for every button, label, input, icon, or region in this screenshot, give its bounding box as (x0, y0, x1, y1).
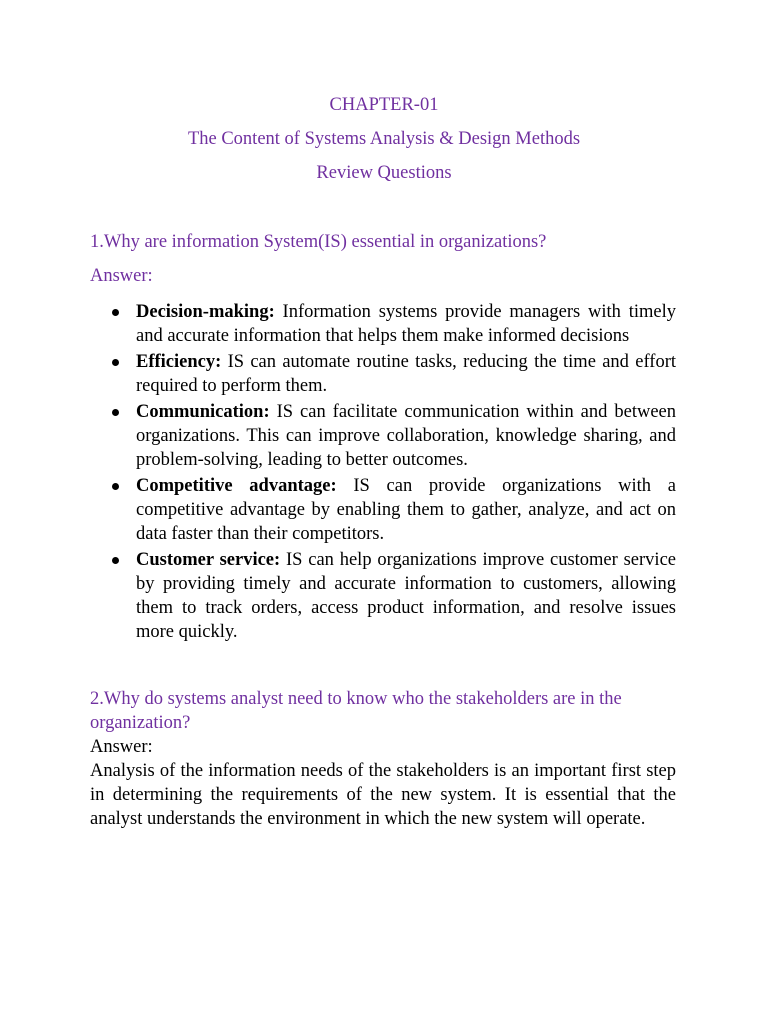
bullet-text: IS can facilitate communication within and between organizations. This can improve collaboration, knowledge sharing, and problem-solving, leading to better outcomes. (136, 402, 676, 470)
bullet-text: IS can provide organizations with a competitive advantage by enabling them to gather, analyze, and act on data faster than their competitors. (136, 476, 676, 544)
section-title: Review Questions (316, 163, 452, 183)
bullet-term: Communication: (136, 402, 270, 422)
document-subtitle: The Content of Systems Analysis & Design Methods (187, 129, 581, 149)
list-item (90, 548, 676, 644)
bullet-icon (112, 309, 119, 316)
chapter-title: CHAPTER-01 (329, 95, 439, 115)
bullet-icon (112, 409, 119, 416)
answer-2-text: Analysis of the information needs of the stakeholders is an important first step in determining the requirements of the new system. It is essential that the analyst understands the environment in which the new system will operate. (90, 761, 676, 829)
list-item (90, 400, 676, 472)
bullet-icon (112, 483, 119, 490)
bullet-text: IS can automate routine tasks, reducing the time and effort required to perform them. (136, 352, 676, 396)
bullet-text: IS can help organizations improve customer service by providing timely and accurate information to customers, allowing them to track orders, access product information, and resolve issues more quickly. (136, 550, 676, 642)
question-1: 1.Why are information System(IS) essential in organizations? (90, 232, 547, 252)
bullet-icon (112, 557, 119, 564)
question-2: 2.Why do systems analyst need to know who the stakeholders are in the organization? (90, 689, 622, 733)
answer-1-label: Answer: (90, 266, 153, 286)
answer-1-list (90, 300, 676, 646)
list-item (90, 474, 676, 546)
bullet-icon (112, 359, 119, 366)
bullet-term: Competitive advantage: (136, 476, 337, 496)
list-item (90, 350, 676, 398)
bullet-term: Customer service: (136, 550, 281, 570)
answer-2-label: Answer: (90, 737, 153, 757)
bullet-term: Efficiency: (136, 352, 222, 372)
list-item (90, 300, 676, 348)
bullet-text: Information systems provide managers with timely and accurate information that helps them make informed decisions (136, 302, 676, 346)
bullet-term: Decision-making: (136, 302, 275, 322)
